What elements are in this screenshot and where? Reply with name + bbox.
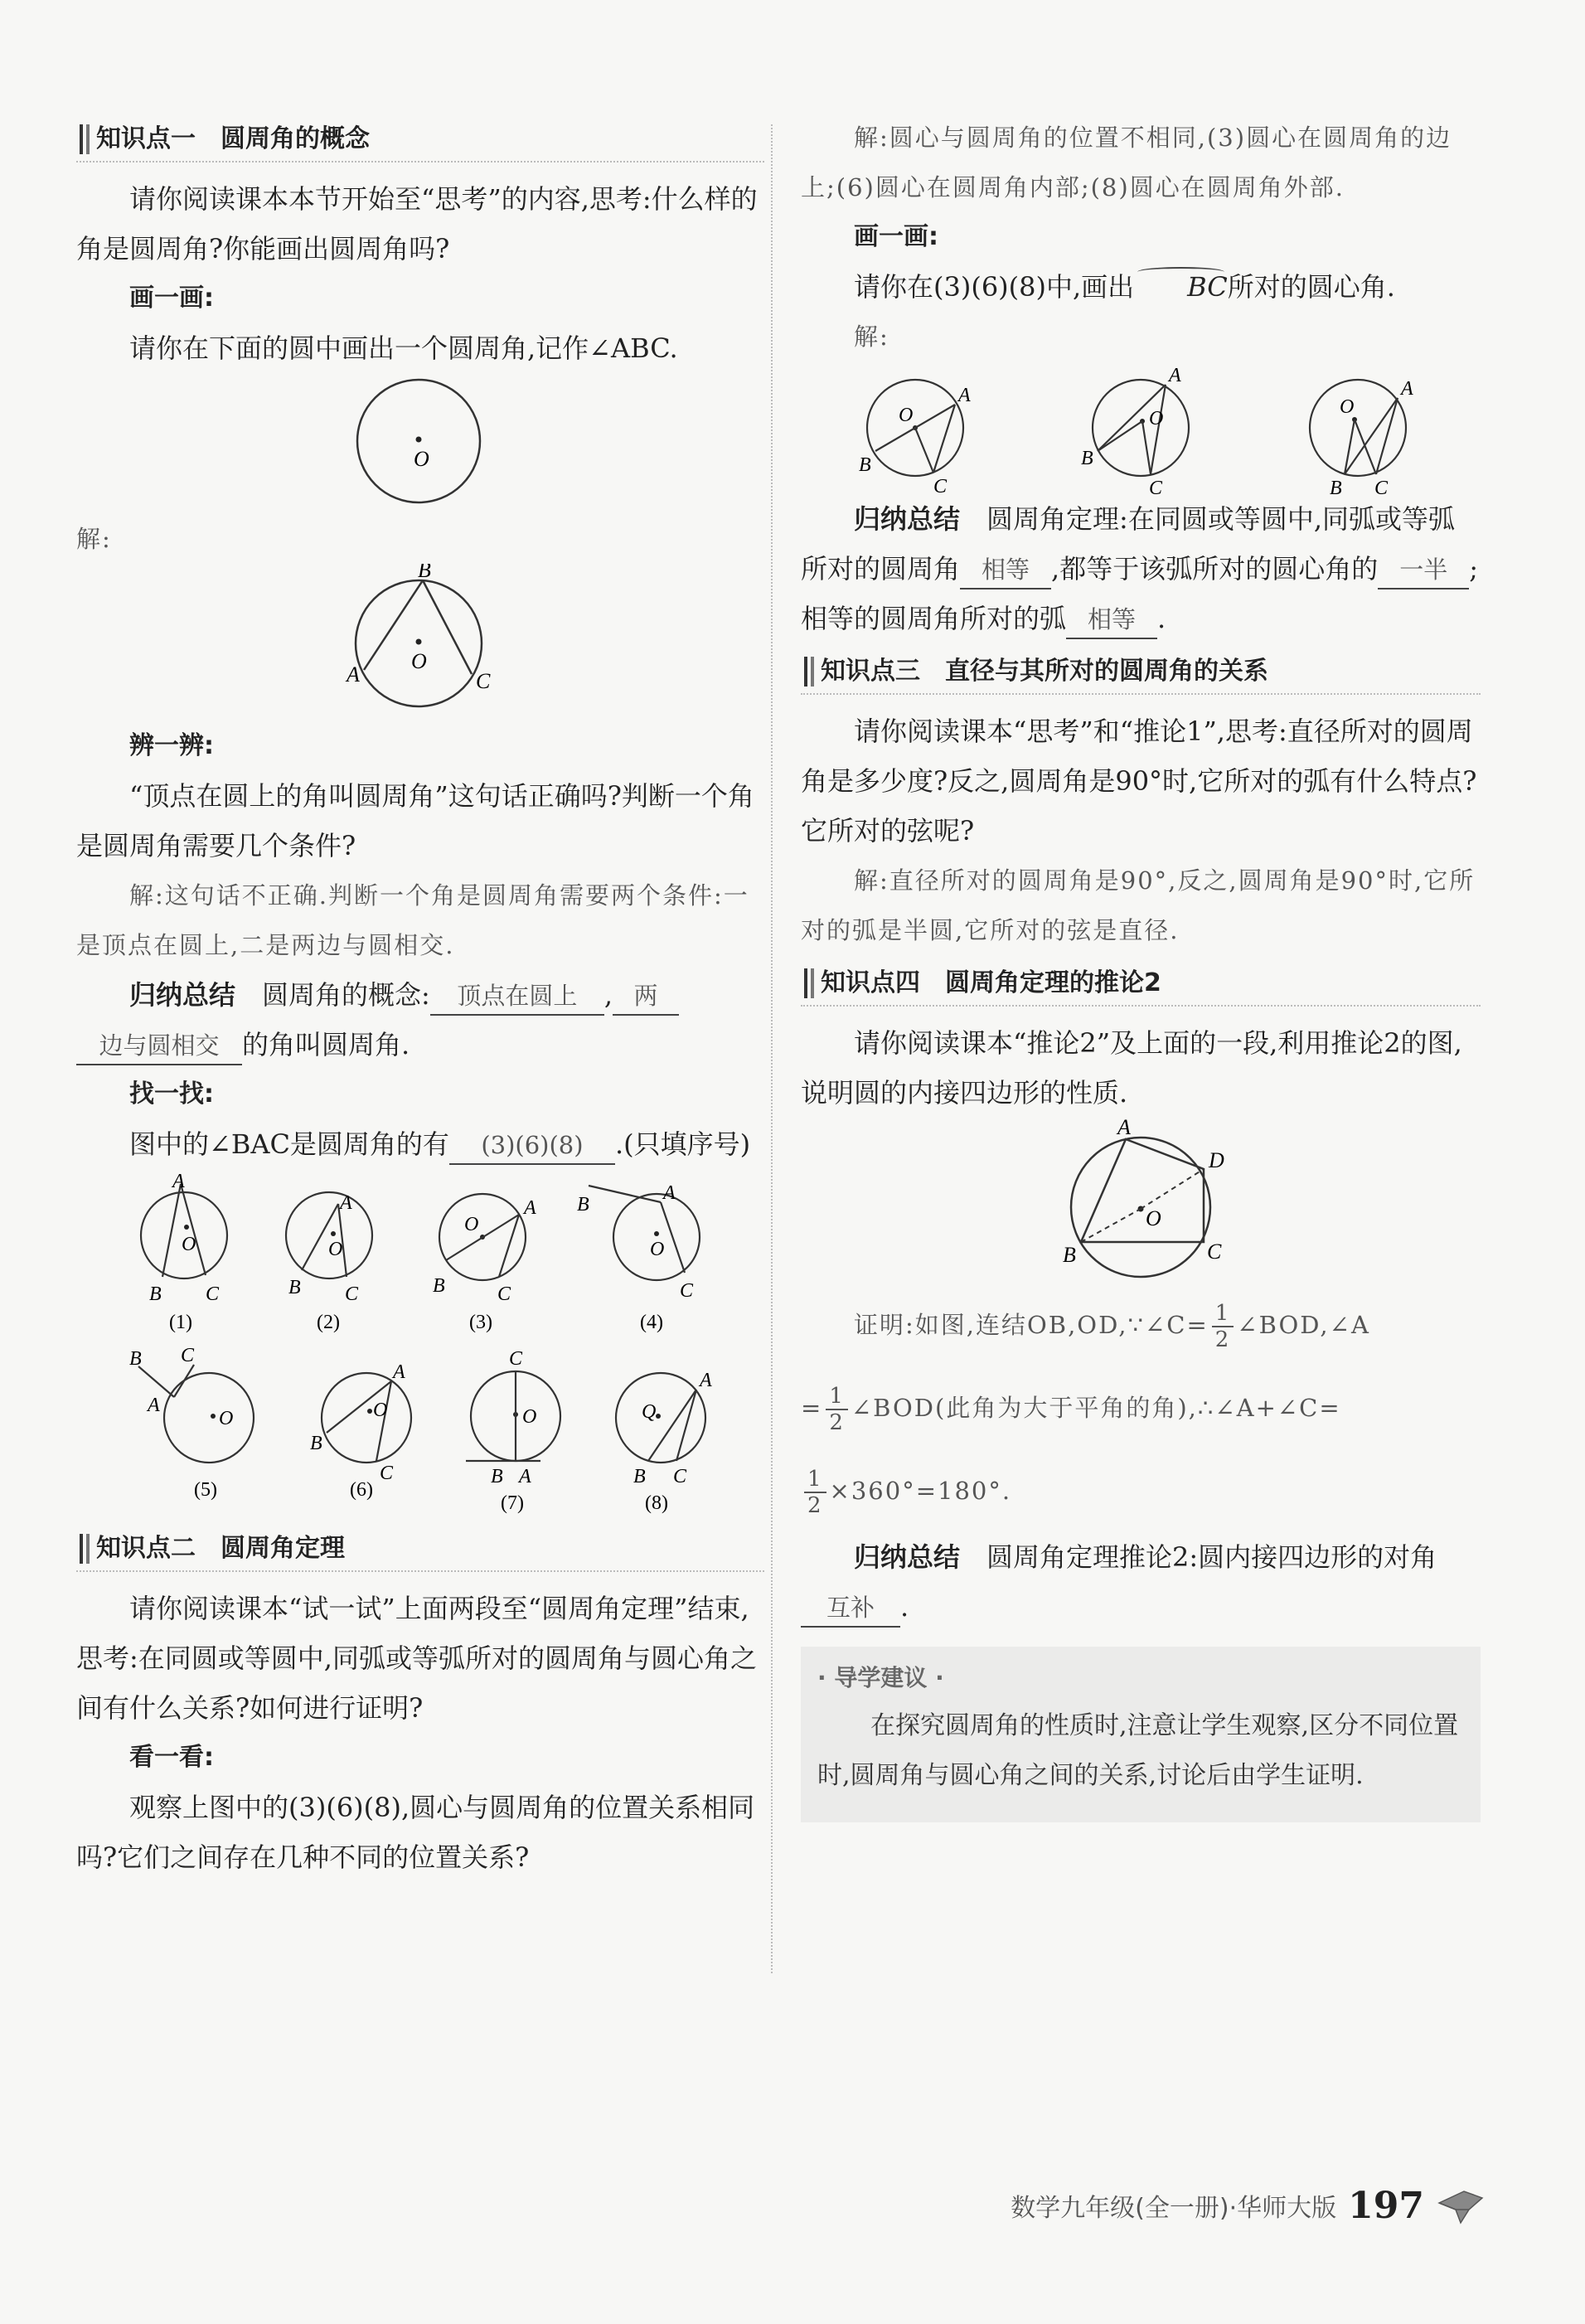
label-C: C [1374, 478, 1389, 494]
summary-pre: 圆周角的概念: [262, 979, 430, 1011]
proof-line-3 [801, 1449, 1481, 1532]
section-heading-2 [76, 1526, 764, 1572]
label-C: C [1149, 478, 1163, 494]
label-O: O [1146, 1206, 1161, 1230]
find-pre: 图中的∠BAC是圆周角的有 [129, 1128, 449, 1160]
fig-label-8: (8) [645, 1492, 668, 1514]
book-title: 数学九年级(全一册)·华师大版 [1011, 2194, 1337, 2223]
fill-blank-1: 顶点在圆上 [430, 978, 604, 1016]
summary2-d: . [1157, 603, 1166, 634]
fraction-half [1212, 1301, 1234, 1352]
summary2-b: ,都等于该弧所对的圆心角的 [1051, 553, 1379, 585]
proof-5: ×360°=180°. [829, 1477, 1012, 1505]
section-heading-1 [76, 116, 764, 163]
look-question: 观察上图中的(3)(6)(8),圆心与圆周角的位置关系相同吗?它们之间存在几种不同的位置关系? [76, 1792, 755, 1873]
label-C: C [345, 1283, 359, 1305]
figure-5 [129, 1345, 254, 1501]
summary-sep: , [603, 979, 613, 1011]
figure-6-central [1081, 365, 1189, 494]
proof-4: ∠BOD(此角为大于平角的角),∴∠A+∠C= [851, 1394, 1341, 1422]
label-C: C [476, 669, 491, 693]
column-divider [771, 124, 773, 1973]
proof-3: = [801, 1394, 823, 1422]
fill-blank-supplement: 互补 [801, 1589, 900, 1628]
label-O: O [328, 1239, 343, 1260]
label-A: A [1117, 1118, 1131, 1139]
find-task [76, 1119, 764, 1169]
fig-label-1: (1) [169, 1312, 192, 1333]
empty-circle-figure [76, 373, 764, 514]
subheading-find: 找一找: [129, 1080, 214, 1109]
summary-concept [76, 970, 764, 1070]
summary-label: 归纳总结 [129, 979, 236, 1011]
label-C: C [673, 1466, 687, 1487]
label-B: B [633, 1466, 646, 1487]
fill-blank-equal-arc: 相等 [1066, 601, 1157, 639]
section-intro-3: 请你阅读课本“思考”和“推论1”,思考:直径所对的圆周角是多少度?反之,圆周角是90°时,它所对的弧有什么特点?它所对的弦呢? [801, 716, 1477, 847]
label-O: O [522, 1406, 537, 1428]
section-intro-2: 请你阅读课本“试一试”上面两段至“圆周角定理”结束,思考:在同圆或等圆中,同弧或等弧所对的圆周角与圆心角之间有什么关系?如何进行证明? [76, 1593, 757, 1724]
label-O: O [650, 1239, 665, 1260]
label-O: O [899, 405, 914, 426]
proof-2: ∠BOD,∠A [1237, 1311, 1370, 1339]
proof-1: 证明:如图,连结OB,OD,∵∠C= [854, 1311, 1209, 1339]
label-A: A [340, 1192, 352, 1214]
section-intro-4: 请你阅读课本“推论2”及上面的一段,利用推论2的图,说明圆的内接四边形的性质. [801, 1027, 1462, 1109]
subheading-discern: 辨一辨: [129, 731, 214, 760]
section-heading-text: 知识点二 圆周角定理 [96, 1534, 345, 1563]
summary-corollary [801, 1532, 1481, 1632]
summary4-b: . [900, 1591, 909, 1623]
label-B: B [433, 1275, 445, 1297]
summary4-a: 圆周角定理推论2:圆内接四边形的对角 [986, 1541, 1437, 1573]
summary-label: 归纳总结 [854, 503, 961, 535]
right-column [801, 116, 1481, 1822]
circle-figures-grid [76, 1169, 764, 1517]
figure-8-central [1310, 378, 1413, 494]
label-B: B [491, 1466, 503, 1487]
summary2-a: 圆周角定理:在同圆或等圆中,同弧或等弧所对的圆周角 [801, 503, 1455, 585]
page-number: 197 [1348, 2184, 1424, 2227]
section-heading-3 [801, 648, 1481, 695]
label-O: O [1340, 396, 1355, 418]
draw-task: 请你在下面的圆中画出一个圆周角,记作∠ABC. [129, 332, 678, 364]
teaching-tip-title: · 导学建议 · [817, 1664, 944, 1691]
subheading-look: 看一看: [129, 1743, 214, 1772]
label-O: O [1149, 408, 1164, 429]
label-B: B [149, 1283, 162, 1305]
label-C: C [509, 1348, 523, 1370]
label-C: C [1207, 1240, 1222, 1264]
label-A: A [1401, 378, 1413, 400]
label-C: C [933, 476, 948, 494]
angle-abc-figure [76, 564, 764, 721]
label-A: A [347, 662, 360, 687]
fig-label-4: (4) [640, 1312, 663, 1333]
figure-8 [616, 1370, 712, 1514]
proof-line-2 [801, 1366, 1481, 1449]
label-D: D [1209, 1148, 1224, 1172]
paper-bird-icon [1436, 2185, 1486, 2226]
fig-label-7: (7) [501, 1492, 524, 1514]
section-heading-text: 知识点三 直径与其所对的圆周角的关系 [821, 657, 1268, 686]
label-C: C [380, 1463, 394, 1484]
teaching-tip-box [801, 1647, 1481, 1822]
figure-6 [310, 1361, 411, 1501]
section-heading-text: 知识点一 圆周角的概念 [96, 124, 370, 153]
figure-3-central [859, 380, 971, 494]
summary-post: 的角叫圆周角. [242, 1029, 410, 1060]
label-O: O [411, 649, 427, 673]
section-heading-4 [801, 960, 1481, 1007]
proof-line-1 [801, 1283, 1481, 1366]
label-Q: Q [642, 1401, 657, 1423]
teaching-tip-text: 在探究圆周角的性质时,注意让学生观察,区分不同位置时,圆周角与圆心角之间的关系,讨论后由学生证明. [817, 1711, 1459, 1790]
subheading-draw-2: 画一画: [854, 222, 938, 251]
label-B: B [859, 454, 871, 476]
figure-3 [433, 1194, 536, 1333]
heading-dotted-rule [76, 1570, 764, 1572]
heading-dotted-rule [801, 693, 1481, 695]
look-answer: 解:圆心与圆周角的位置不相同,(3)圆心在圆周角的边上;(6)圆心在圆周角内部;(8)圆心在圆周角外部. [801, 124, 1452, 201]
label-O: O [373, 1400, 388, 1421]
frac-den: 2 [807, 1493, 823, 1518]
summary-label: 归纳总结 [854, 1541, 961, 1573]
frac-den: 2 [829, 1410, 845, 1435]
label-B: B [1330, 478, 1342, 494]
label-A: A [148, 1395, 160, 1416]
section-intro: 请你阅读课本本节开始至“思考”的内容,思考:什么样的角是圆周角?你能画出圆周角吗? [76, 183, 758, 264]
summary-theorem [801, 494, 1481, 643]
subheading-draw: 画一画: [129, 284, 214, 313]
label-C: C [497, 1283, 511, 1305]
draw-task-2 [801, 262, 1481, 312]
draw-task-post: 所对的圆心角. [1227, 271, 1395, 303]
fig-label-5: (5) [194, 1479, 217, 1501]
heading-dotted-rule [76, 161, 764, 163]
frac-num: 1 [826, 1384, 848, 1410]
heading-dotted-rule [801, 1005, 1481, 1007]
label-O: O [182, 1234, 196, 1255]
page-footer [1011, 2181, 1486, 2230]
draw-task-pre: 请你在(3)(6)(8)中,画出 [854, 271, 1135, 303]
label-A: A [519, 1466, 531, 1487]
label-C: C [206, 1283, 220, 1305]
fill-blank-find: (3)(6)(8) [449, 1127, 615, 1165]
s3-answer: 解:直径所对的圆周角是90°,反之,圆周角是90°时,它所对的弧是半圆,它所对的弦是直径. [801, 866, 1476, 944]
solve-label: 解: [76, 525, 112, 553]
label-B: B [310, 1433, 322, 1454]
label-C: C [680, 1280, 694, 1302]
label-A: A [700, 1370, 712, 1391]
label-B: B [418, 564, 431, 582]
label-A: A [1169, 365, 1181, 386]
label-O: O [219, 1408, 234, 1429]
fig-label-3: (3) [469, 1312, 492, 1333]
arc-mark [1137, 267, 1224, 277]
label-A: A [958, 385, 971, 406]
fill-blank-2b: 边与圆相交 [76, 1027, 242, 1065]
section-heading-text: 知识点四 圆周角定理的推论2 [821, 968, 1161, 997]
fill-blank-2a: 两 [613, 978, 679, 1016]
label-C: C [181, 1345, 195, 1366]
label-A: A [393, 1361, 405, 1383]
label-A: A [663, 1182, 676, 1204]
frac-num: 1 [1212, 1301, 1234, 1327]
fig-label-6: (6) [350, 1479, 373, 1501]
summary2-c: ;相等的圆周角所对的弧 [801, 553, 1478, 634]
inscribed-quadrilateral-figure [801, 1118, 1481, 1283]
label-B: B [1081, 448, 1093, 469]
fill-blank-equal: 相等 [960, 551, 1051, 589]
label-O: O [464, 1214, 479, 1235]
figure-1 [141, 1171, 227, 1333]
arc-bc [1134, 262, 1228, 312]
left-column [76, 116, 764, 1882]
label-B: B [129, 1348, 142, 1370]
figure-7 [466, 1348, 560, 1514]
label-A: A [524, 1197, 536, 1219]
discern-answer: 解:这句话不正确.判断一个角是圆周角需要两个条件:一是顶点在圆上,二是两边与圆相交. [76, 881, 749, 959]
fraction-half [804, 1467, 826, 1518]
frac-den: 2 [1214, 1327, 1231, 1352]
find-post: .(只填序号) [614, 1128, 751, 1160]
figure-2 [286, 1192, 372, 1333]
figure-4 [577, 1182, 700, 1333]
arc-text: BC [1187, 271, 1228, 303]
fig-label-2: (2) [317, 1312, 340, 1333]
frac-num: 1 [804, 1467, 826, 1493]
solve-label-2: 解: [854, 323, 889, 351]
discern-question: “顶点在圆上的角叫圆周角”这句话正确吗?判断一个角是圆周角需要几个条件? [76, 780, 754, 861]
central-angle-figures [801, 361, 1481, 494]
fraction-half [826, 1384, 848, 1435]
fill-blank-half: 一半 [1378, 551, 1469, 589]
label-B: B [577, 1194, 589, 1215]
label-B: B [1063, 1243, 1076, 1267]
label-A: A [172, 1171, 185, 1192]
label-B: B [288, 1277, 301, 1298]
label-O: O [414, 447, 429, 471]
